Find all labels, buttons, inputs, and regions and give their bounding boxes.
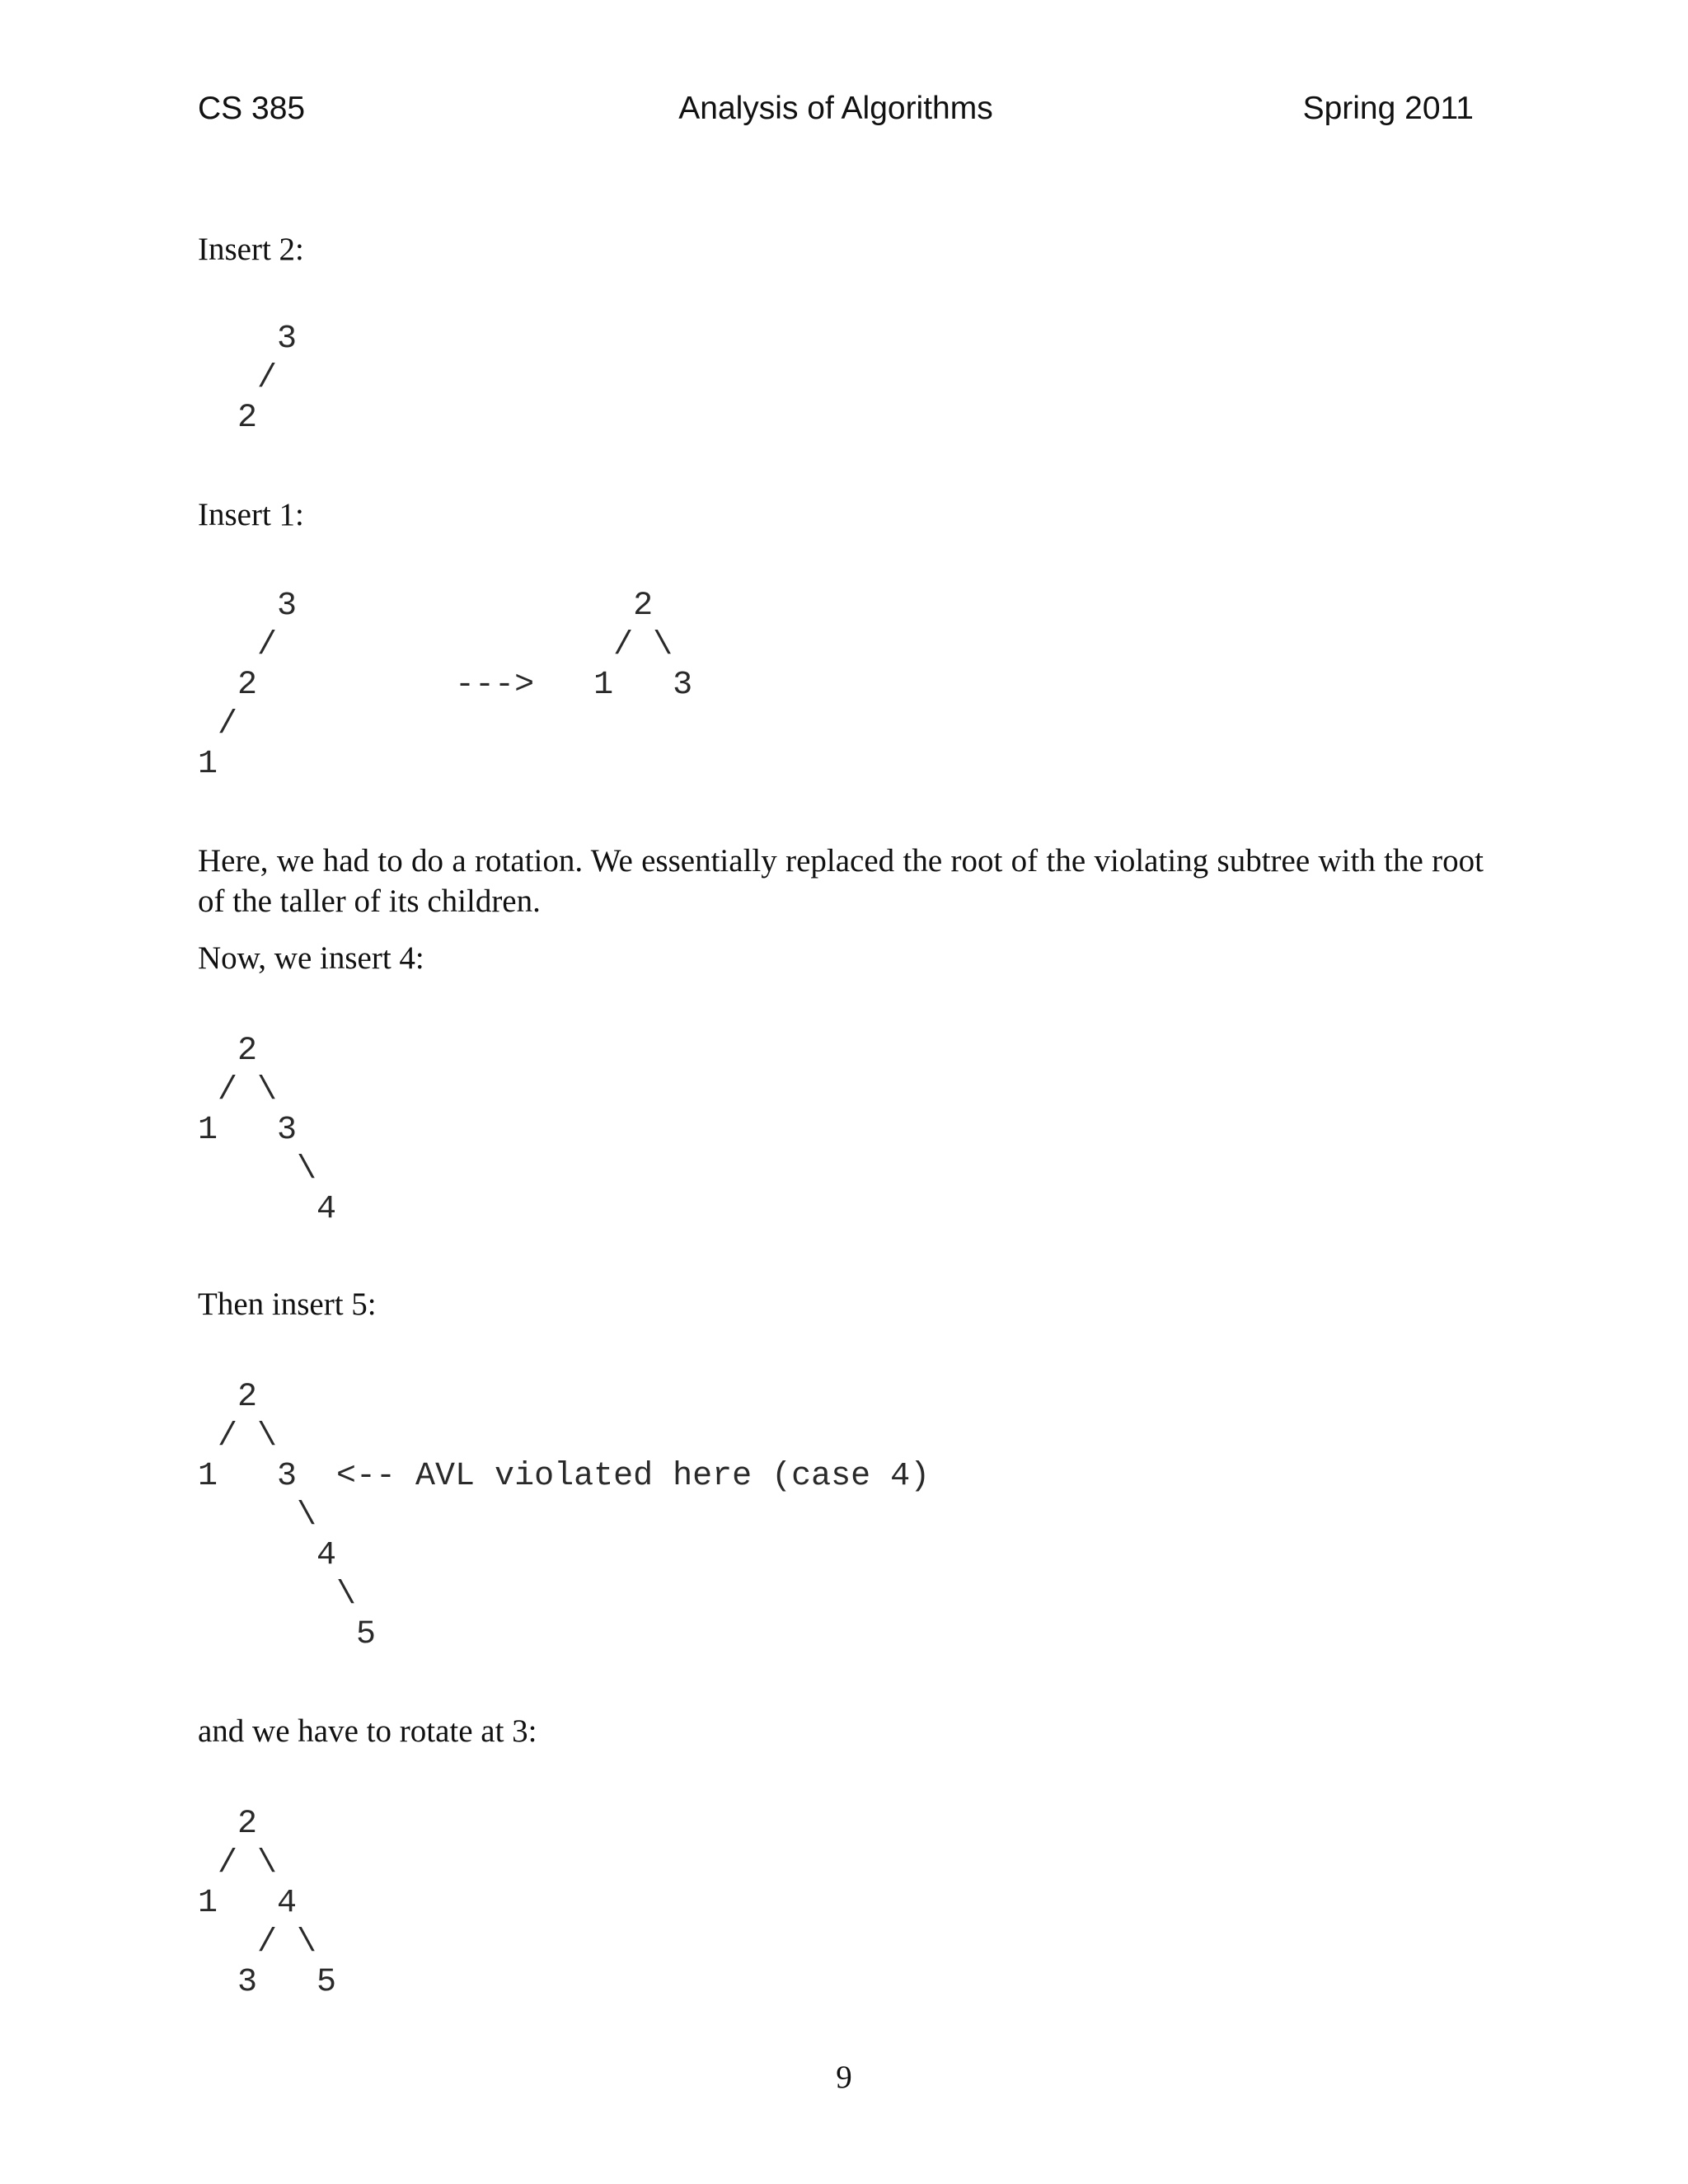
semester: Spring 2011: [1302, 91, 1474, 126]
rotated-tree: 2 / \ 1 4 / \ 3 5: [198, 1806, 337, 2001]
insert-5-tree: 2 / \ 1 3 <-- AVL violated here (case 4) \ 4 \ 5: [198, 1379, 931, 1653]
insert-2-tree: 3 / 2: [237, 321, 298, 437]
insert-4-tree: 2 / \ 1 3 \ 4: [198, 1033, 337, 1228]
course-code: CS 385: [198, 91, 306, 126]
insert-5-label: Then insert 5:: [198, 1286, 377, 1322]
insert-4-label: Now, we insert 4:: [198, 940, 424, 976]
rotation-explanation: Here, we had to do a rotation. We essentially replaced the root of the violating subtree with the root of the taller of its children.: [198, 843, 1484, 919]
rotate-label: and we have to rotate at 3:: [198, 1713, 537, 1749]
page-header: [198, 91, 1474, 140]
insert-1-tree: 3 2 / / \ 2 ---> 1 3 / 1: [198, 588, 693, 783]
course-title: Analysis of Algorithms: [678, 91, 993, 126]
page-number: 9: [836, 2060, 852, 2095]
insert-1-label: Insert 1:: [198, 497, 304, 532]
insert-2-label: Insert 2:: [198, 232, 304, 267]
